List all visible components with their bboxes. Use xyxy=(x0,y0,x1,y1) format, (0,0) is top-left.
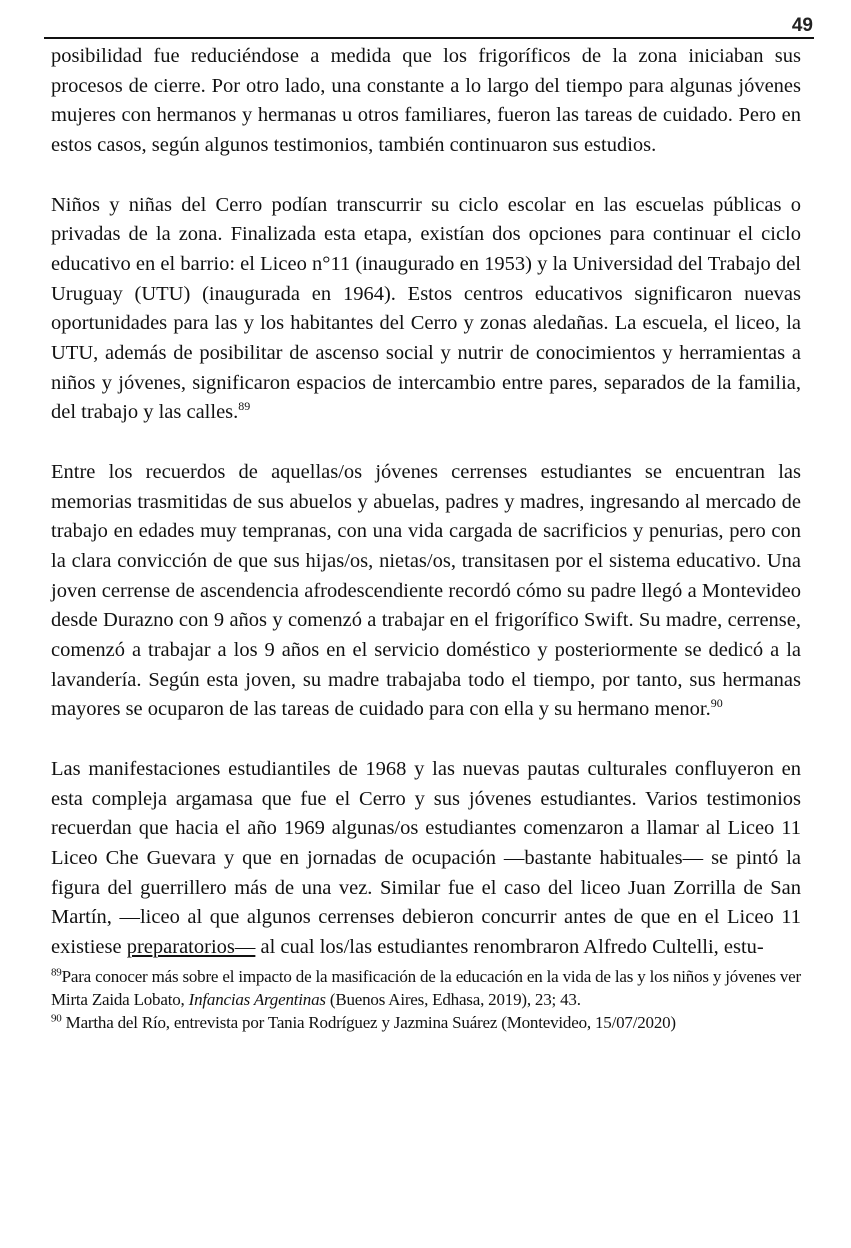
footnote-89 xyxy=(51,965,801,1011)
footnote-ref-90[interactable]: 90 xyxy=(710,696,723,711)
footnote-number: 90 xyxy=(51,1012,62,1025)
paragraph-4-underlined: preparatorios— xyxy=(126,936,256,959)
page-number: 49 xyxy=(791,15,813,36)
footnote-90 xyxy=(51,1011,801,1034)
paragraph-4-text-b: al cual los/las estudiantes renombraron Alfredo Cultelli, estu- xyxy=(255,936,764,959)
paragraph-3-text: Entre los recuerdos de aquellas/os jóvenes cerrenses estudiantes se encuentran las memorias trasmitidas de sus abuelos y abuelas, padres y madres, ingresando al mercado de trabajo en edades muy tempranas, con una vida cargada de sacrificios y penurias, pero con la clara convicción de que sus hijas/os, nietas/os, transitasen por el sistema educativo. Una joven cerrense de ascendencia afrodescendiente recordó cómo su padre llegó a Montevideo desde Durazno con 9 años y comenzó a trabajar en el frigorífico Swift. Su madre, cerrense, comenzó a trabajar a los 9 años en el servicio doméstico y posteriormente se dedicó a la lavandería. Según esta joven, su madre trabajaba todo el tiempo, por tanto, sus hermanas mayores se ocuparon de las tareas de cuidado para con ella y su hermano menor. xyxy=(51,460,801,721)
footnote-text: Para conocer más sobre el impacto de la masificación de la educación en la vida de las y los niños y jóvenes ver Mirta Zaida Lobato, xyxy=(51,966,801,1009)
footnote-book-title: Infancias Argentinas xyxy=(188,989,326,1009)
paragraph-4 xyxy=(51,755,801,963)
footnote-ref-89[interactable]: 89 xyxy=(238,399,251,414)
header-rule xyxy=(44,37,814,39)
paragraph-4-text-a: Las manifestaciones estudiantiles de 1968 y las nuevas pautas culturales confluyeron en esta compleja argamasa que fue el Cerro y sus jóvenes estudiantes. Varios testimonios recuerdan que hacia el año 1969 algunas/os estudiantes comenzaron a llamar al Liceo 11 Liceo Che Guevara y que en jornadas de ocupación —bastante habituales— se pintó la figura del guerrillero más de una vez. Similar fue el caso del liceo Juan Zorrilla de San Martín, —liceo al que algunos cerrenses debieron concurrir antes de que en el Liceo 11 existiese xyxy=(51,757,801,959)
paragraph-1: posibilidad fue reduciéndose a medida que los frigoríficos de la zona iniciaban sus procesos de cierre. Por otro lado, una constante a lo largo del tiempo para algunas jóvenes mujeres con hermanos y hermanas u otros familiares, fueron las tareas de cuidado. Pero en estos casos, según algunos testimonios, también continuaron sus estudios. xyxy=(51,45,801,157)
paragraph-2-text: Niños y niñas del Cerro podían transcurrir su ciclo escolar en las escuelas públicas o privadas de la zona. Finalizada esta etapa, existían dos opciones para continuar el ciclo educativo en el barrio: el Liceo n°11 (inaugurado en 1953) y la Universidad del Trabajo del Uruguay (UTU) (inaugurada en 1964). Estos centros educativos significaron nuevas oportunidades para las y los habitantes del Cerro y zonas aledañas. La escuela, el liceo, la UTU, además de posibilitar de ascenso social y nutrir de conocimientos y herramientas a niños y jóvenes, significaron espacios de intercambio entre pares, separados de la familia, del trabajo y las calles. xyxy=(51,193,801,424)
footnote-text: Martha del Río, entrevista por Tania Rodríguez y Jazmina Suárez (Montevideo, 15/07/2020) xyxy=(65,1012,676,1032)
footnote-number: 89 xyxy=(51,966,62,979)
paragraph-3 xyxy=(51,458,801,725)
paragraph-2 xyxy=(51,191,801,429)
footnotes xyxy=(51,965,801,1034)
footnote-text: (Buenos Aires, Edhasa, 2019), 23; 43. xyxy=(325,989,581,1009)
page-body xyxy=(51,42,801,1034)
